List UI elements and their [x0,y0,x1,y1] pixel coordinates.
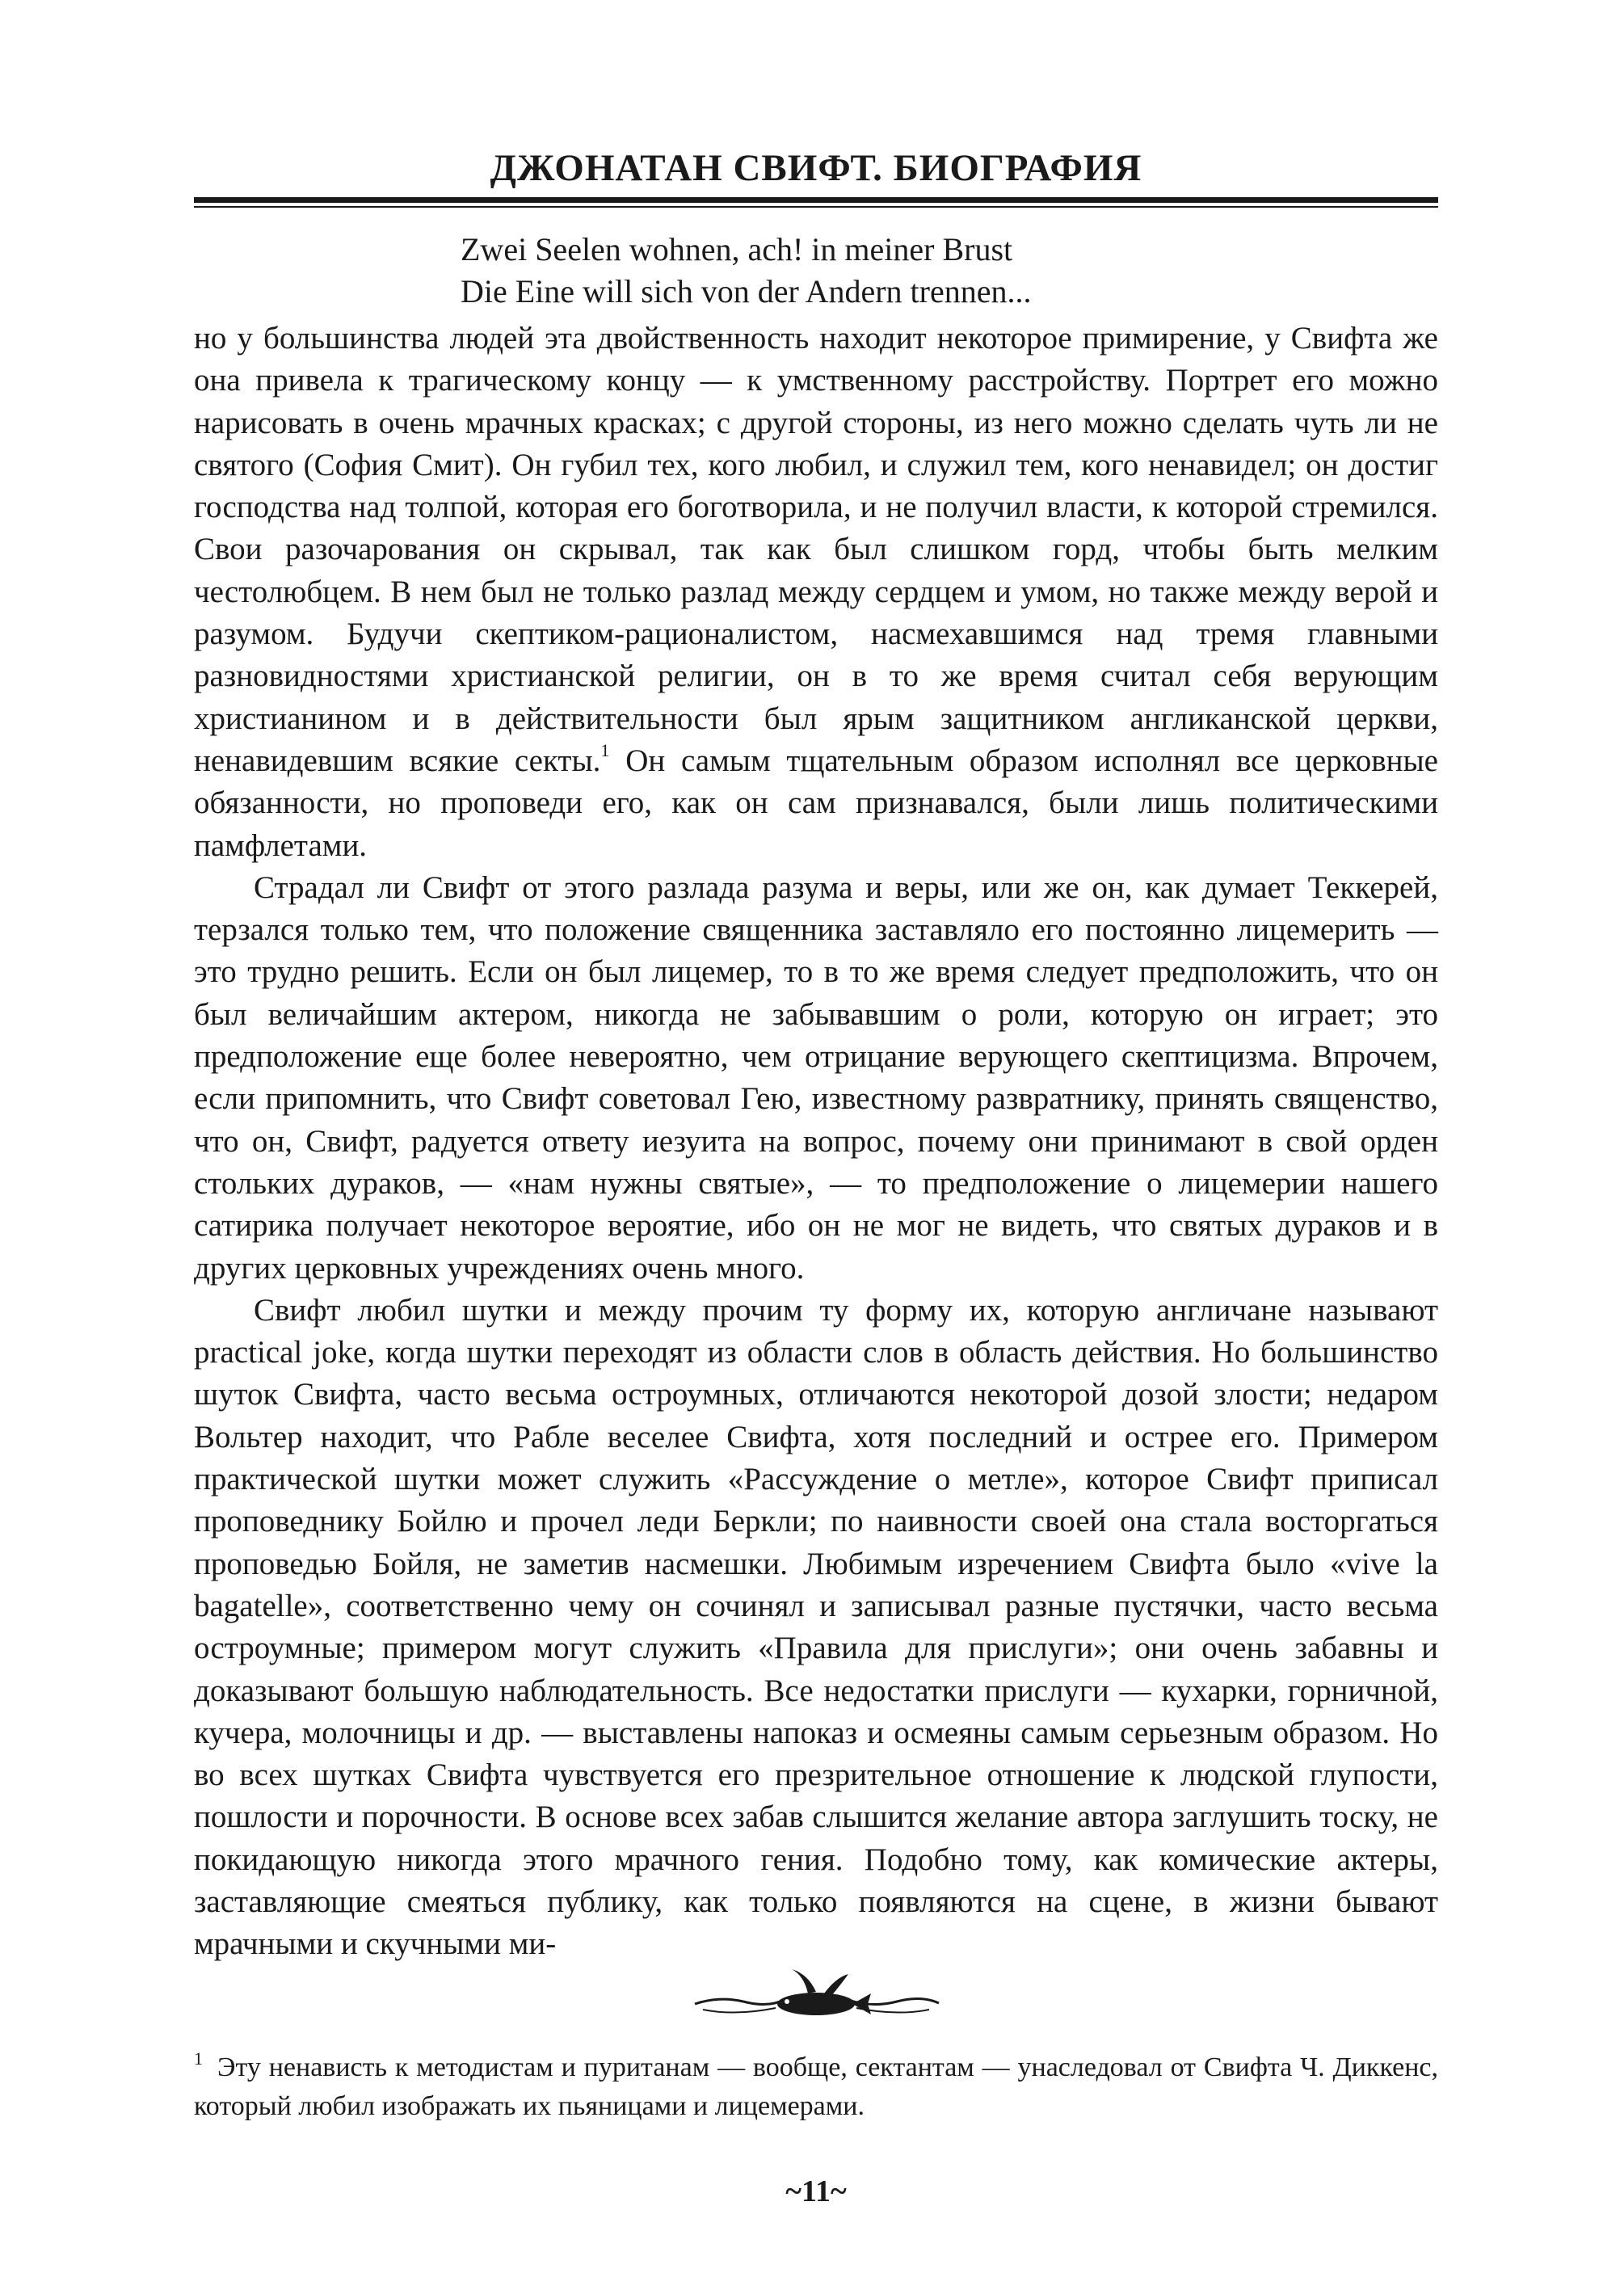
footnote-text: Эту ненависть к методистам и пуританам — вообще, сектантам — унаследовал от Свифта Ч. Диккенс, который любил изображать их пьяницами и лицемерами. [194,2052,1438,2121]
paragraph-2: Страдал ли Свифт от этого разлада разума и веры, или же он, как думает Теккерей, терзался только тем, что положение священника заставляло его постоянно лицемерить — это трудно решить. Если он был лицемер, то в то же время следует предположить, что он был величайшим актером, никогда не забывавшим о роли, которую он играет; это предположение еще более невероятно, чем отрицание верующего скептицизма. Впрочем, если припомнить, что Свифт советовал Гею, известному развратнику, принять священство, что он, Свифт, радуется ответу иезуита на вопрос, почему они принимают в свой орден стольких дураков, — «нам нужны святые», — то предположение о лицемерии нашего сатирика получает некоторое вероятие, ибо он не мог не видеть, что святых дураков и в других церковных учреждениях очень много. [194,869,1438,1286]
epigraph-line-2: Die Eine will sich von der Andern trennen... [461,273,1032,309]
footnote [194,2048,1438,2126]
main-text [194,318,1438,1966]
paragraph-1-part-b: Он самым тщательным образом исполнял все церковные обязанности, но проповеди его, как он сам признавался, были лишь политическими памфлетами. [194,743,1438,863]
header-rule-thin [194,206,1438,208]
running-head-title: ДЖОНАТАН СВИФТ. БИОГРАФИЯ [490,147,1142,189]
page-number: ~11~ [785,2174,847,2208]
fish-vignette-icon [687,1960,945,2032]
header-rule-thick [194,197,1438,203]
epigraph [461,229,1438,313]
epigraph-line-1: Zwei Seelen wohnen, ach! in meiner Brust [461,231,1013,267]
footnote-mark: 1 [194,2048,203,2069]
paragraph-1 [194,318,1438,867]
footnote-reference[interactable]: 1 [600,739,610,760]
paragraph-1-part-a: но у большинства людей эта двойственность находит некоторое примирение, у Свифта же она привела к трагическому концу — к умственному расстройству. Портрет его можно нарисовать в очень мрачных красках; с другой стороны, из него можно сделать чуть ли не святого (София Смит). Он губил тех, кого любил, и служил тем, кого ненавидел; он достиг господства над толпой, которая его боготворила, и не получил власти, к которой стремился. Свои разочарования он скрывал, так как был слишком горд, чтобы быть мелким честолюбцем. В нем был не только разлад между сердцем и умом, но также между верой и разумом. Будучи скептиком-рационалистом, насмехавшимся над тремя главными разновидностями христианской религии, он в то же время считал себя верующим христианином и в действительности был ярым защитником англиканской церкви, ненавидевшим всякие секты. [194,321,1438,778]
paragraph-3: Свифт любил шутки и между прочим ту форму их, которую англичане называют practical joke, когда шутки переходят из области слов в область действия. Но большинство шуток Свифта, часто весьма остроумных, отличаются некоторой дозой злости; недаром Вольтер находит, что Рабле веселее Свифта, хотя последний и острее его. Примером практической шутки может служить «Рассуждение о метле», которое Свифт приписал проповеднику Бойлю и прочел леди Беркли; по наивности своей она стала восторгаться проповедью Бойля, не заметив насмешки. Любимым изречением Свифта было «vive la bagatelle», соответственно чему он сочинял и записывал разные пустячки, часто весьма остроумные; примером могут служить «Правила для прислуги»; они очень забавны и доказывают большую наблюдательность. Все недостатки прислуги — кухарки, горничной, кучера, молочницы и др. — выставлены напоказ и осмеяны самым серьезным образом. Но во всех шутках Свифта чувствуется его презрительное отношение к людской глупости, пошлости и порочности. В основе всех забав слышится желание автора заглушить тоску, не покидающую никогда этого мрачного гения. Подобно тому, как комические актеры, заставляющие смеяться публику, как только появляются на сцене, в жизни бывают мрачными и скучными ми- [194,1292,1438,1962]
book-page [194,121,1438,2222]
